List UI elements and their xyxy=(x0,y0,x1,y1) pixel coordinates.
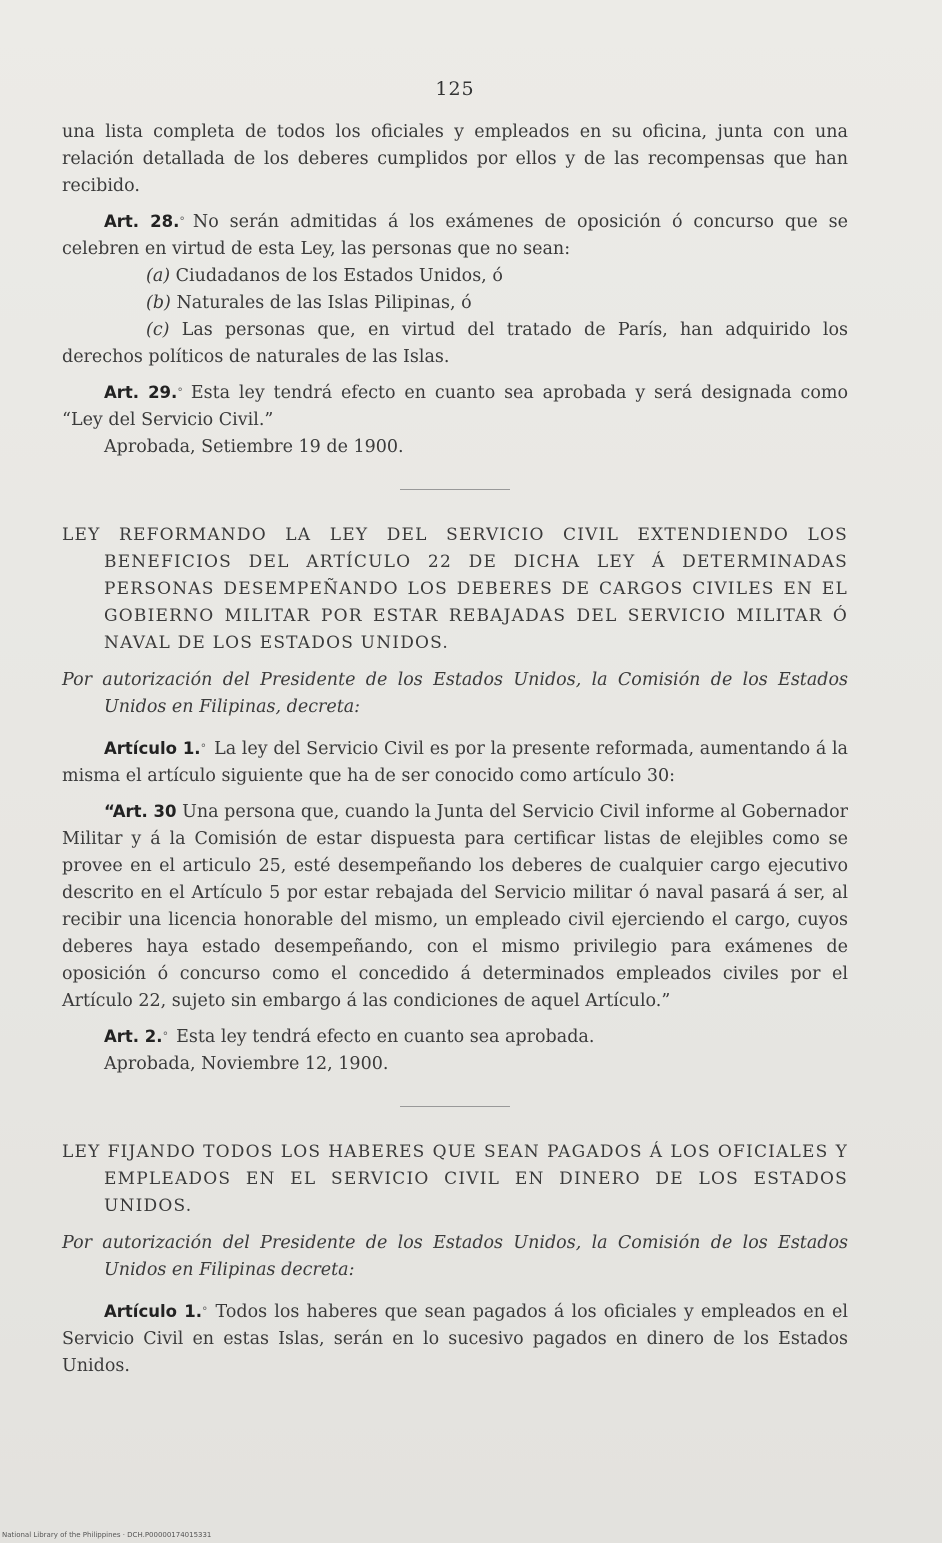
article-28-item-a xyxy=(62,263,848,290)
law-3-article-1-label: Artículo 1. xyxy=(104,1302,203,1321)
article-29-text: Esta ley tendrá efecto en cuanto sea aprobada y será designada como “Ley del Servicio Civil.” xyxy=(62,383,848,430)
law-2-article-2-text: Esta ley tendrá efecto en cuanto sea aprobada. xyxy=(176,1027,595,1047)
degree-mark: ° xyxy=(179,215,185,228)
law-2-preamble: Por autorización del Presidente de los Estados Unidos, la Comisión de los Estados Unidos en Filipinas, decreta: xyxy=(62,670,848,717)
law-3-preamble: Por autorización del Presidente de los Estados Unidos, la Comisión de los Estados Unidos en Filipinas decreta: xyxy=(62,1233,848,1280)
item-c-text: Las personas que, en virtud del tratado de París, han adquirido los derechos políticos de naturales de las Islas. xyxy=(62,320,848,367)
article-29 xyxy=(62,379,848,434)
item-a-label: (a) xyxy=(146,266,171,286)
item-b-text: Naturales de las Islas Pilipinas, ó xyxy=(176,293,472,313)
page-content xyxy=(62,70,848,1380)
scan-footer: National Library of the Philippines · DCH.P00000174015331 xyxy=(2,1531,212,1539)
article-30-label: “Art. 30 xyxy=(104,802,177,821)
item-c-label: (c) xyxy=(146,320,170,340)
law-3-article-1 xyxy=(62,1298,848,1380)
intro-continuation: una lista completa de todos los oficiales y empleados en su oficina, junta con una relación detallada de los deberes cumplidos por ellos y de las recompensas que han recibido. xyxy=(62,122,848,196)
article-30-text: Una persona que, cuando la Junta del Servicio Civil informe al Gobernador Militar y á la Comisión de estar dispuesta para certificar listas de elejibles como se provee en el articulo 25, esté desempeñando los deberes de cualquier cargo ejecutivo descrito en el Artículo 5 por estar rebajada del Servicio militar ó naval pasará á ser, al recibir una licencia honorable del mismo, un empleado civil ejerciendo el cargo, cuyos deberes haya estado desempeñando, con el mismo privilegio para exámenes de oposición ó concurso como el concedido á determinados empleados civiles por el Artículo 22, sujeto sin embargo á las condiciones de aquel Artículo.” xyxy=(62,802,848,1011)
page-number: 125 xyxy=(435,78,475,100)
law-2-heading: LEY REFORMANDO LA LEY DEL SERVICIO CIVIL EXTENDIENDO LOS BENEFICIOS DEL ARTÍCULO 22 DE DICHA LEY Á DETERMINADAS PERSONAS DESEMPEÑANDO LOS DEBERES DE CARGOS CIVILES EN EL GOBIERNO MILITAR POR ESTAR REBAJADAS DEL SERVICIO MILITAR Ó NAVAL DE LOS ESTADOS UNIDOS. xyxy=(62,525,848,653)
law-2-article-1-text: La ley del Servicio Civil es por la presente reformada, aumentando á la misma el artículo siguiente que ha de ser conocido como artículo 30: xyxy=(62,739,848,786)
degree-mark: ° xyxy=(162,1030,169,1043)
approval-date-1: Aprobada, Setiembre 19 de 1900. xyxy=(104,437,404,457)
section-divider xyxy=(400,1106,510,1107)
article-28-text: No serán admitidas á los exámenes de oposición ó concurso que se celebren en virtud de esta Ley, las personas que no sean: xyxy=(62,212,848,259)
article-30 xyxy=(62,798,848,1015)
law-3-article-1-text: Todos los haberes que sean pagados á los oficiales y empleados en el Servicio Civil en estas Islas, serán en lo sucesivo pagados en dinero de los Estados Unidos. xyxy=(62,1302,848,1376)
section-divider xyxy=(400,489,510,490)
law-2-article-2-label: Art. 2. xyxy=(104,1027,163,1046)
item-b-label: (b) xyxy=(146,293,171,313)
degree-mark: ° xyxy=(177,386,183,399)
law-2-article-1-label: Artículo 1. xyxy=(104,739,201,758)
item-a-text: Ciudadanos de los Estados Unidos, ó xyxy=(175,266,503,286)
law-2-article-2 xyxy=(62,1023,848,1051)
degree-mark: ° xyxy=(202,1305,208,1318)
article-28-item-b xyxy=(62,290,848,317)
article-28-label: Art. 28. xyxy=(104,212,180,231)
article-28-item-c xyxy=(62,317,848,371)
degree-mark: ° xyxy=(200,742,207,755)
article-28 xyxy=(62,208,848,263)
approval-date-2: Aprobada, Noviembre 12, 1900. xyxy=(104,1054,389,1074)
law-3-heading: LEY FIJANDO TODOS LOS HABERES QUE SEAN PAGADOS Á LOS OFICIALES Y EMPLEADOS EN EL SERVICIO CIVIL EN DINERO DE LOS ESTADOS UNIDOS. xyxy=(62,1142,848,1216)
article-29-label: Art. 29. xyxy=(104,383,178,402)
law-2-article-1 xyxy=(62,735,848,790)
